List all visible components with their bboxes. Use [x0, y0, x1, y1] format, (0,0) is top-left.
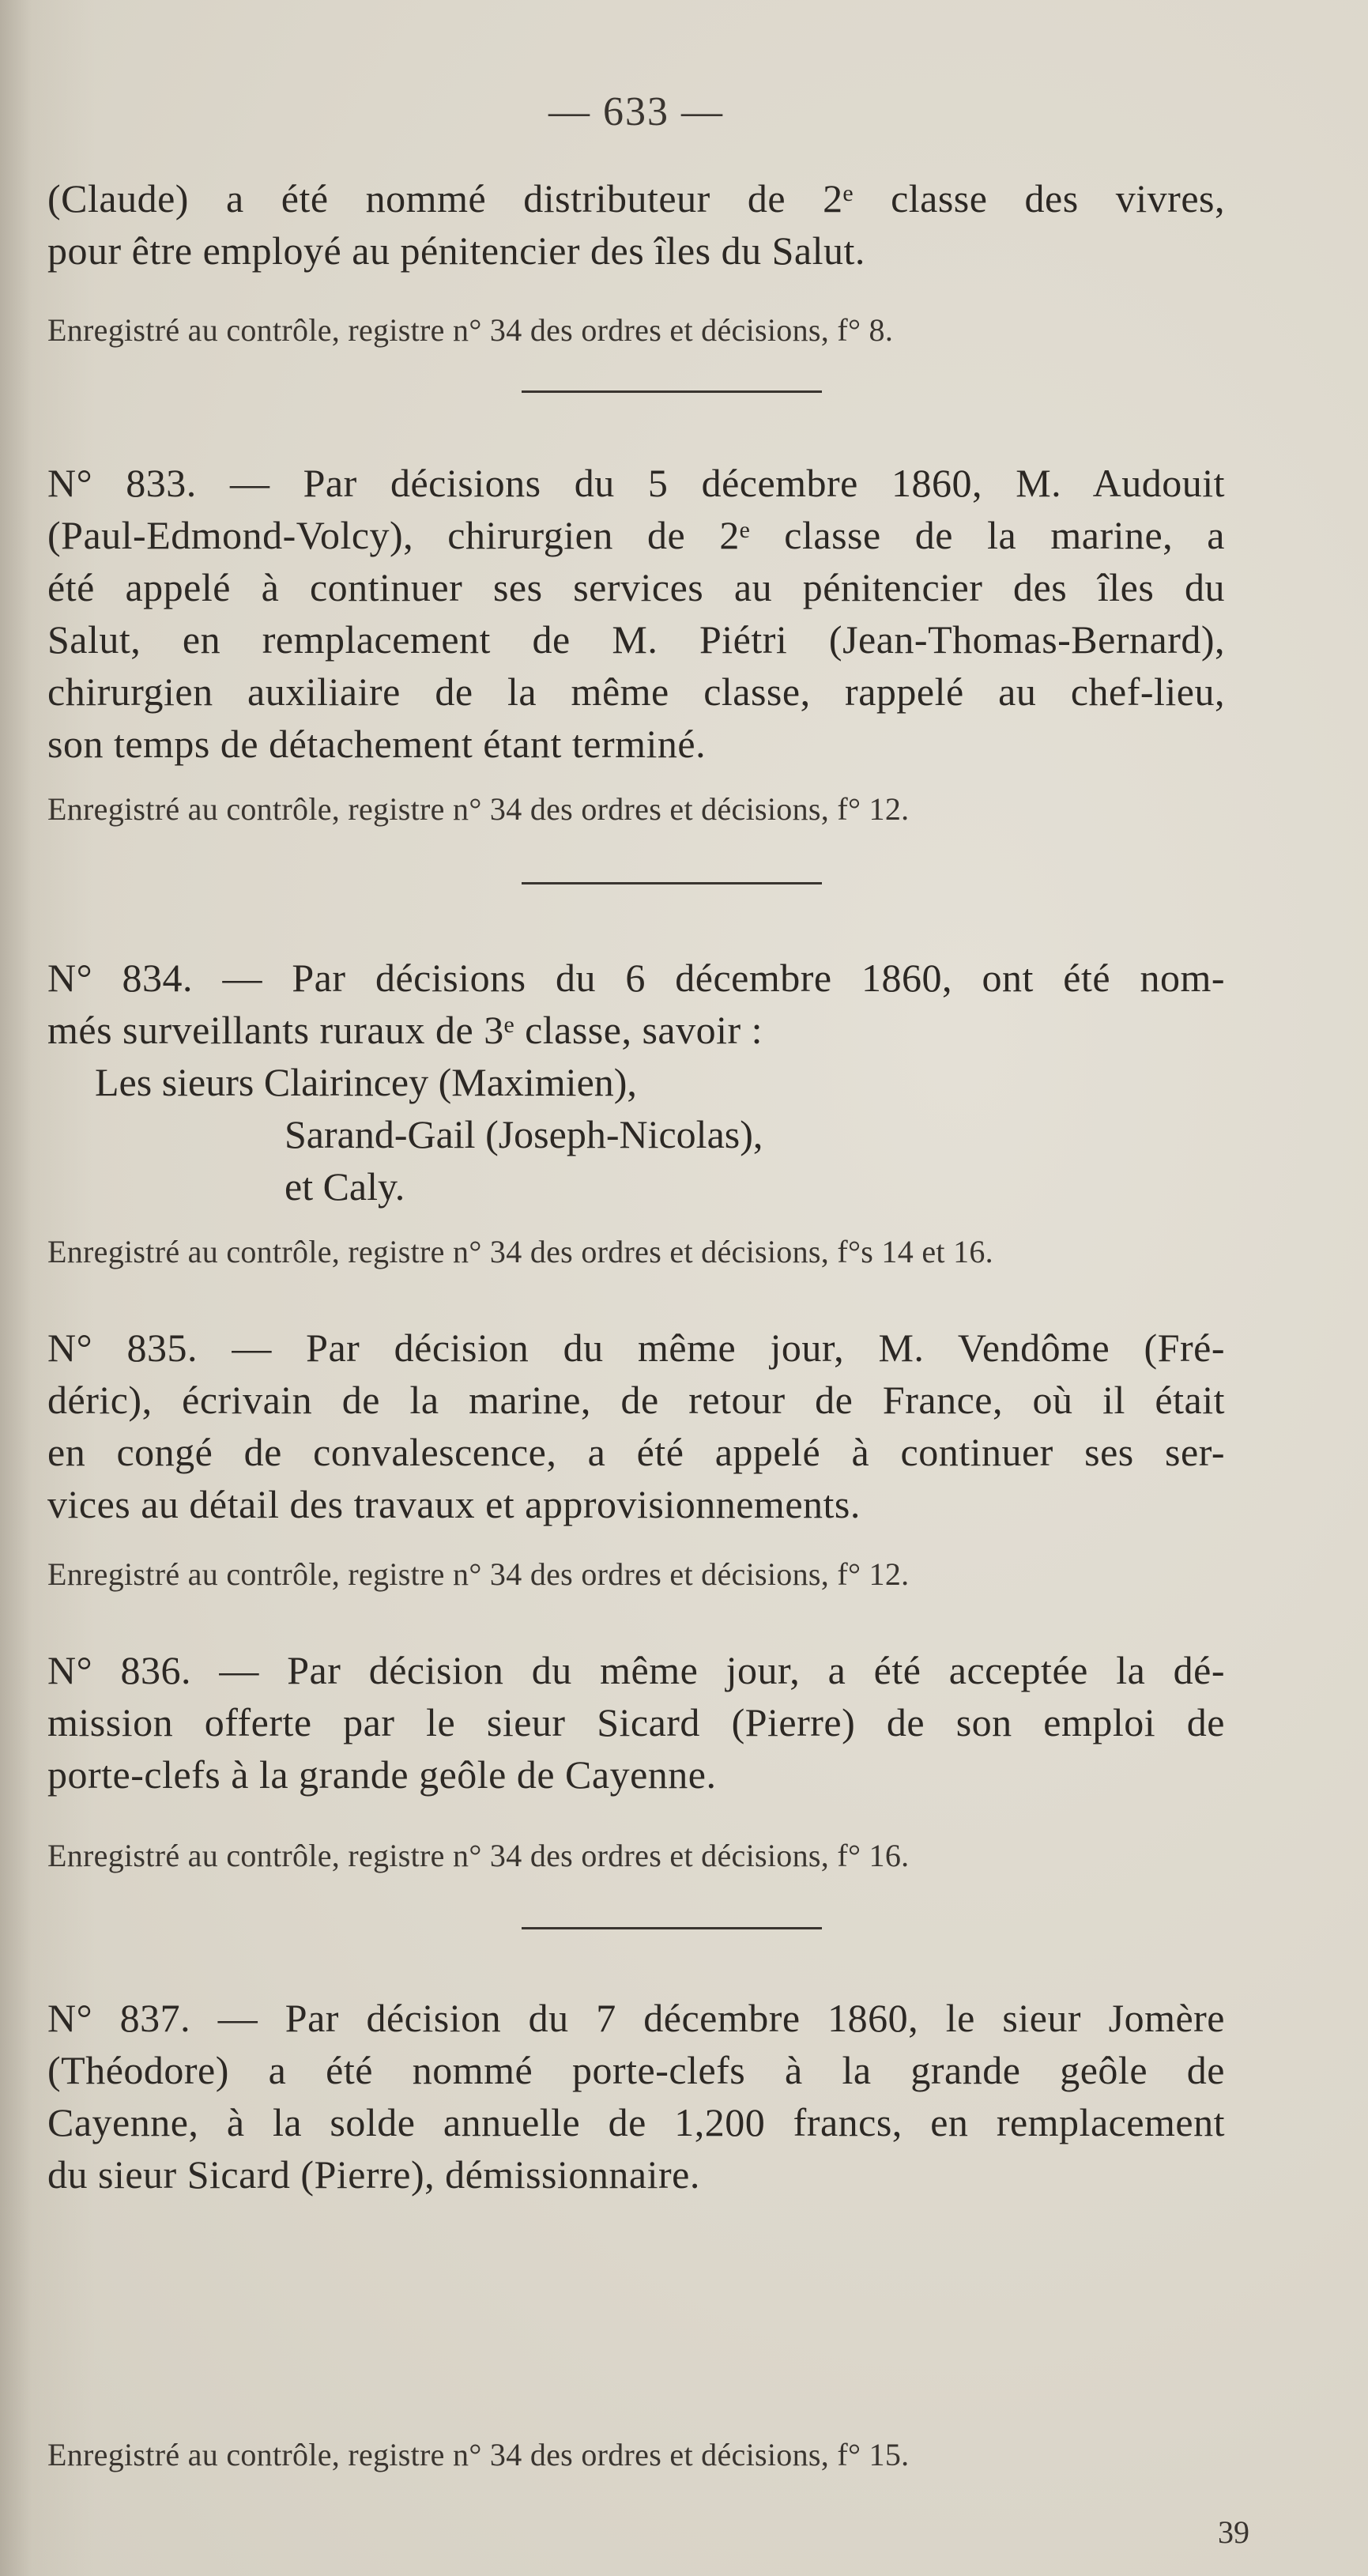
entry-line: vices au détail des travaux et approvisionnements. [47, 1482, 861, 1526]
register-note: Enregistré au contrôle, registre n° 34 des ordres et décisions, f° 16. [47, 1838, 910, 1873]
register-note: Enregistré au contrôle, registre n° 34 des ordres et décisions, f° 15. [47, 2437, 910, 2472]
entry-line: Salut, en remplacement de M. Piétri (Jean-Thomas-Bernard), [47, 617, 1225, 662]
signature-mark: 39 [1218, 2514, 1249, 2550]
register-note: Enregistré au contrôle, registre n° 34 des ordres et décisions, f° 8. [47, 312, 894, 348]
entry-line: Cayenne, à la solde annuelle de 1,200 francs, en remplacement [47, 2100, 1225, 2144]
entry-line: en congé de convalescence, a été appelé à continuer ses ser- [47, 1430, 1225, 1474]
entry-line: N° 835. — Par décision du même jour, M. Vendôme (Fré- [47, 1326, 1225, 1370]
entry-837 [47, 1992, 1225, 2201]
names-list [47, 1056, 1225, 1213]
name-item: et Caly. [285, 1164, 405, 1209]
entry-line: N° 837. — Par décision du 7 décembre 1860, le sieur Jomère [47, 1996, 1225, 2040]
register-note: Enregistré au contrôle, registre n° 34 des ordres et décisions, f°s 14 et 16. [47, 1234, 993, 1269]
entry-line: pour être employé au pénitencier des îles du Salut. [47, 228, 865, 273]
divider-rule [522, 1927, 822, 1929]
entry-line: més surveillants ruraux de 3ᵉ classe, savoir : [47, 1008, 763, 1052]
entry-line: été appelé à continuer ses services au pénitencier des îles du [47, 565, 1225, 609]
entry-836 [47, 1644, 1225, 1801]
entry-line: N° 834. — Par décisions du 6 décembre 1860, ont été nom- [47, 956, 1225, 1000]
name-item: Sarand-Gail (Joseph-Nicolas), [285, 1112, 763, 1156]
entry-835 [47, 1322, 1225, 1530]
entry-line: porte-clefs à la grande geôle de Cayenne. [47, 1752, 717, 1797]
entry-line: chirurgien auxiliaire de la même classe, rappelé au chef-lieu, [47, 669, 1225, 714]
entry-line: mission offerte par le sieur Sicard (Pierre) de son emploi de [47, 1700, 1225, 1744]
entry-line: son temps de détachement étant terminé. [47, 722, 707, 766]
entry-line: N° 833. — Par décisions du 5 décembre 1860, M. Audouit [47, 461, 1225, 505]
divider-rule [522, 882, 822, 884]
page-number: — 633 — [548, 89, 724, 134]
entry-834 [47, 952, 1225, 1056]
entry-line: (Théodore) a été nommé porte-clefs à la grande geôle de [47, 2048, 1225, 2092]
register-note: Enregistré au contrôle, registre n° 34 des ordres et décisions, f° 12. [47, 1556, 910, 1592]
entry-line: N° 836. — Par décision du même jour, a été acceptée la dé- [47, 1648, 1225, 1692]
name-item: Les sieurs Clairincey (Maximien), [95, 1060, 637, 1104]
register-note: Enregistré au contrôle, registre n° 34 des ordres et décisions, f° 12. [47, 791, 910, 827]
entry-833 [47, 457, 1225, 770]
entry-line: (Claude) a été nommé distributeur de 2ᵉ classe des vivres, [47, 176, 1225, 221]
divider-rule [522, 390, 822, 393]
entry-line: déric), écrivain de la marine, de retour de France, où il était [47, 1378, 1225, 1422]
entry-continuation [47, 172, 1225, 277]
entry-line: du sieur Sicard (Pierre), démissionnaire. [47, 2152, 700, 2197]
entry-line: (Paul-Edmond-Volcy), chirurgien de 2ᵉ classe de la marine, a [47, 513, 1225, 557]
